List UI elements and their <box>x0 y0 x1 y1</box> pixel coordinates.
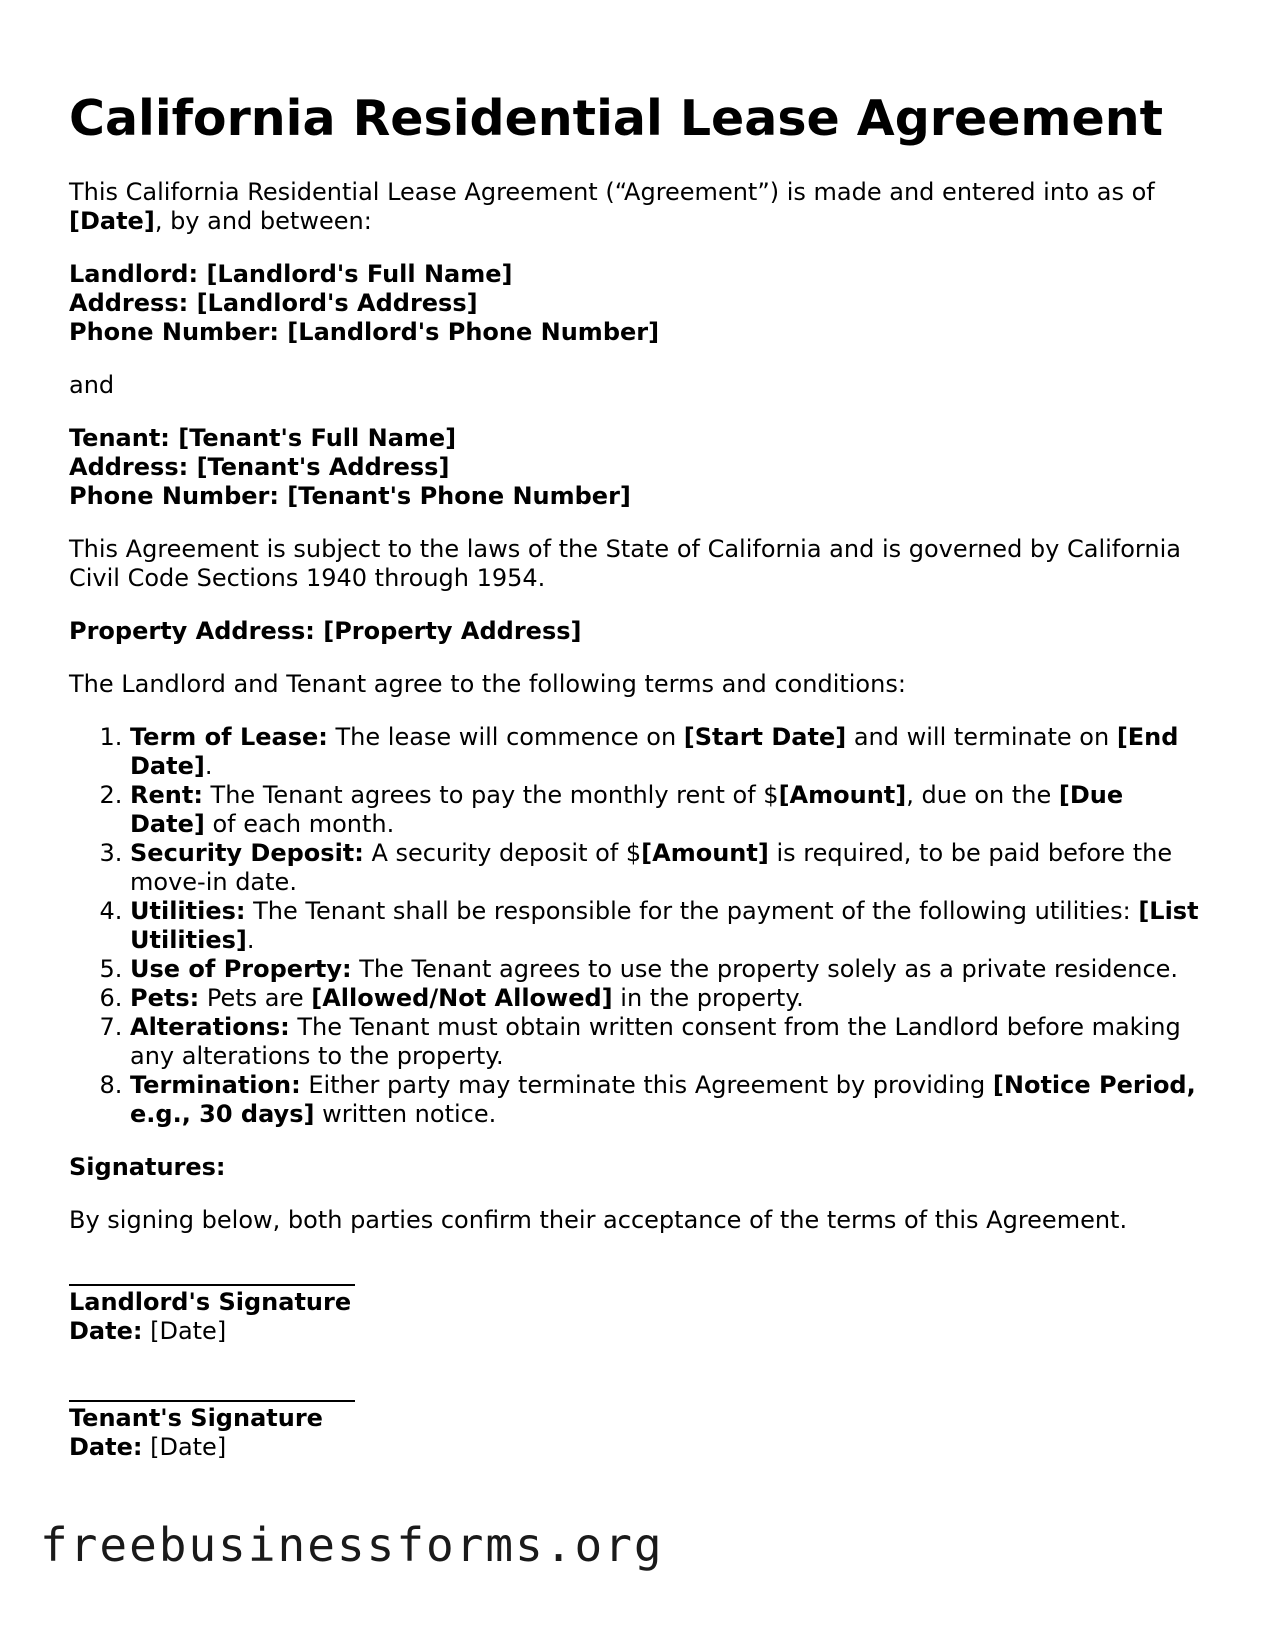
term-item-alterations <box>130 1013 1199 1071</box>
term-placeholder: [Notice Period, e.g., 30 days] <box>130 1071 1196 1128</box>
term-text: The Tenant shall be responsible for the payment of the following utilities: <box>245 897 1139 925</box>
landlord-date-value: [Date] <box>142 1317 227 1345</box>
intro-text: This California Residential Lease Agreement (“Agreement”) is made and entered into as of <box>69 178 1155 206</box>
intro-paragraph <box>69 178 1199 236</box>
landlord-address: Address: [Landlord's Address] <box>69 289 478 317</box>
landlord-block <box>69 260 1199 347</box>
term-item-security-deposit <box>130 839 1199 897</box>
terms-list <box>69 723 1199 1129</box>
term-text: The lease will commence on <box>327 723 684 751</box>
term-placeholder: [Amount] <box>778 781 907 809</box>
term-text: Pets are <box>199 984 312 1012</box>
term-label: Use of Property: <box>130 955 352 983</box>
term-label: Utilities: <box>130 897 246 925</box>
term-placeholder: [Amount] <box>641 839 769 867</box>
term-text: of each month. <box>204 810 395 838</box>
term-item-termination <box>130 1071 1199 1129</box>
term-label: Alterations: <box>130 1013 290 1041</box>
term-label: Rent: <box>130 781 203 809</box>
term-placeholder: [Start Date] <box>683 723 847 751</box>
tenant-signature-label: Tenant's Signature <box>69 1404 323 1432</box>
term-item-pets <box>130 984 1199 1013</box>
landlord-phone: Phone Number: [Landlord's Phone Number] <box>69 318 660 346</box>
signature-rule <box>69 1375 355 1402</box>
term-text: The Tenant must obtain written consent from the Landlord before making any alterations to the property. <box>130 1013 1181 1070</box>
tenant-block <box>69 424 1199 511</box>
term-text: The Tenant agrees to pay the monthly rent of $ <box>202 781 779 809</box>
term-text: , due on the <box>906 781 1059 809</box>
term-label: Security Deposit: <box>130 839 364 867</box>
term-label: Pets: <box>130 984 200 1012</box>
term-label: Term of Lease: <box>130 723 328 751</box>
terms-intro: The Landlord and Tenant agree to the following terms and conditions: <box>69 670 906 698</box>
landlord-date-row <box>69 1317 1199 1346</box>
tenant-signature-block <box>69 1375 1199 1462</box>
intro-text-end: , by and between: <box>154 207 372 235</box>
intro-date-placeholder: [Date] <box>69 207 155 235</box>
term-text: A security deposit of $ <box>363 839 642 867</box>
term-text: . <box>204 752 213 780</box>
landlord-signature-line <box>69 1259 1199 1288</box>
term-text: Either party may terminate this Agreement by providing <box>300 1071 993 1099</box>
term-text: and will terminate on <box>846 723 1117 751</box>
term-item-rent <box>130 781 1199 839</box>
term-text: . <box>246 926 255 954</box>
tenant-signature-line <box>69 1375 1199 1404</box>
signatures-heading: Signatures: <box>69 1153 226 1181</box>
tenant-phone: Phone Number: [Tenant's Phone Number] <box>69 482 631 510</box>
term-label: Termination: <box>130 1071 301 1099</box>
signature-rule <box>69 1259 355 1286</box>
term-text: is required, to be paid before the move-in date. <box>130 839 1173 896</box>
landlord-signature-block <box>69 1259 1199 1346</box>
tenant-date-label: Date: <box>69 1433 143 1461</box>
term-text: The Tenant agrees to use the property solely as a private residence. <box>351 955 1179 983</box>
document-title: California Residential Lease Agreement <box>69 90 1164 147</box>
term-placeholder: [End Date] <box>130 723 1179 780</box>
landlord-signature-label: Landlord's Signature <box>69 1288 352 1316</box>
term-placeholder: [List Utilities] <box>130 897 1199 954</box>
site-watermark: freebusinessforms.org <box>40 1518 664 1572</box>
tenant-date-value: [Date] <box>142 1433 227 1461</box>
tenant-name: Tenant: [Tenant's Full Name] <box>69 424 457 452</box>
governing-law-paragraph: This Agreement is subject to the laws of the State of California and is governed by California Civil Code Sections 1940 through 1954. <box>69 535 1181 592</box>
term-item-use-of-property <box>130 955 1199 984</box>
signatures-intro: By signing below, both parties confirm their acceptance of the terms of this Agreement. <box>69 1206 1128 1234</box>
lease-document <box>69 84 1199 1462</box>
and-text: and <box>69 371 115 399</box>
tenant-date-row <box>69 1433 1199 1462</box>
term-item-lease-term <box>130 723 1199 781</box>
term-item-utilities <box>130 897 1199 955</box>
tenant-address: Address: [Tenant's Address] <box>69 453 450 481</box>
term-placeholder: [Allowed/Not Allowed] <box>311 984 613 1012</box>
landlord-name: Landlord: [Landlord's Full Name] <box>69 260 513 288</box>
term-placeholder: [Due Date] <box>130 781 1124 838</box>
term-text: in the property. <box>612 984 804 1012</box>
landlord-date-label: Date: <box>69 1317 143 1345</box>
property-address: Property Address: [Property Address] <box>69 617 582 645</box>
term-text: written notice. <box>314 1100 497 1128</box>
